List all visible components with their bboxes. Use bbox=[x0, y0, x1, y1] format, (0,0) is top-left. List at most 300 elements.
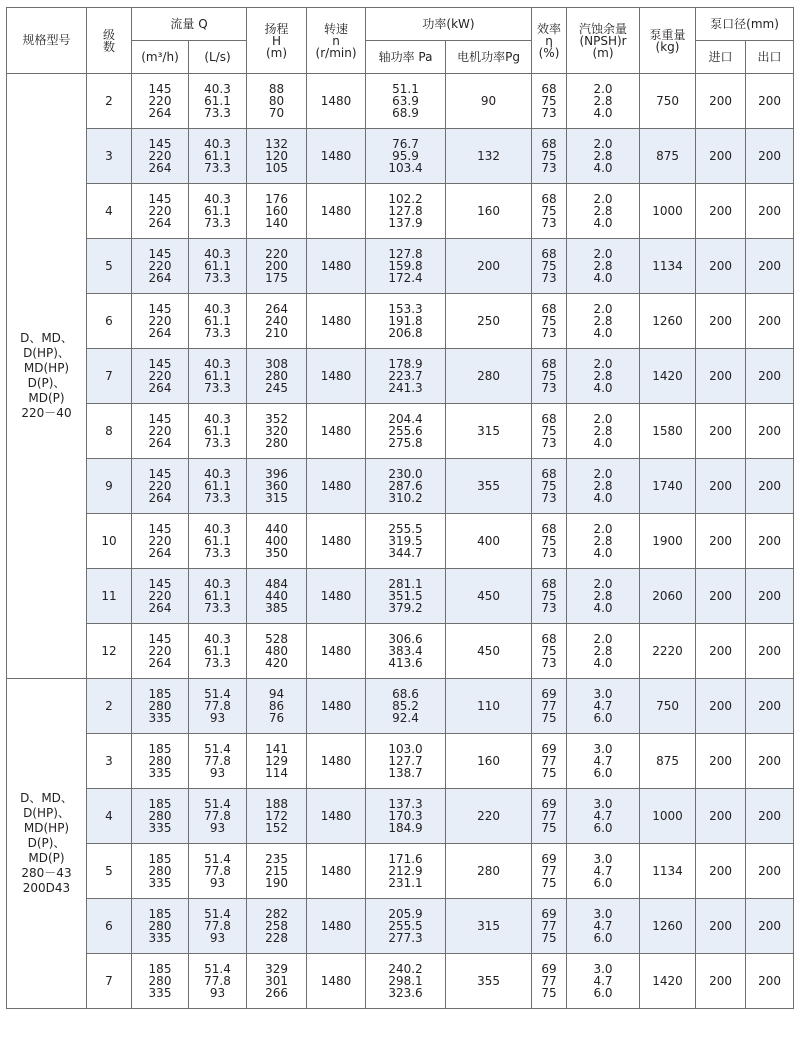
shaft-power-cell-values bbox=[366, 963, 445, 999]
flow-ls-cell-value: 40.3 bbox=[204, 467, 231, 481]
header-stages-char-2: 数 bbox=[102, 39, 115, 54]
flow-ls-cell bbox=[189, 789, 247, 844]
npsh-cell-value: 2.0 bbox=[593, 522, 613, 536]
efficiency-cell-value: 77 bbox=[541, 974, 557, 988]
shaft-power-cell-value: 240.2 bbox=[388, 962, 423, 976]
shaft-power-cell-value: 103.4 bbox=[388, 161, 423, 175]
flow-m3h-cell-value: 280 bbox=[148, 809, 172, 823]
table-row bbox=[7, 404, 794, 459]
efficiency-cell-value: 75 bbox=[541, 644, 557, 658]
motor-power-cell: 110 bbox=[446, 679, 532, 734]
shaft-power-cell-value: 171.6 bbox=[388, 852, 423, 866]
flow-ls-cell-value: 51.4 bbox=[204, 742, 231, 756]
stage-cell: 3 bbox=[87, 129, 132, 184]
flow-m3h-cell bbox=[132, 129, 189, 184]
header-row-1 bbox=[7, 8, 794, 41]
stage-cell: 6 bbox=[87, 294, 132, 349]
header-weight-line: (kg) bbox=[655, 39, 680, 54]
efficiency-cell-values bbox=[532, 798, 566, 834]
shaft-power-cell-value: 205.9 bbox=[388, 907, 423, 921]
npsh-cell-value: 2.8 bbox=[593, 534, 613, 548]
head-cell-value: 352 bbox=[265, 412, 288, 426]
outlet-cell: 200 bbox=[746, 789, 794, 844]
shaft-power-cell bbox=[366, 404, 446, 459]
shaft-power-cell-value: 383.4 bbox=[388, 644, 423, 658]
efficiency-cell-value: 75 bbox=[541, 149, 557, 163]
efficiency-cell-value: 69 bbox=[541, 907, 557, 921]
speed-cell: 1480 bbox=[307, 239, 366, 294]
head-cell-value: 76 bbox=[268, 711, 285, 725]
npsh-cell-value: 4.0 bbox=[593, 161, 613, 175]
efficiency-cell-values bbox=[532, 908, 566, 944]
efficiency-cell bbox=[532, 184, 567, 239]
flow-ls-cell-value: 61.1 bbox=[204, 369, 231, 383]
flow-m3h-cell-value: 145 bbox=[148, 632, 172, 646]
head-cell bbox=[247, 624, 307, 679]
flow-m3h-cell-value: 335 bbox=[148, 931, 172, 945]
flow-m3h-cell-value: 220 bbox=[148, 479, 172, 493]
flow-ls-cell-value: 93 bbox=[209, 931, 226, 945]
table-row bbox=[7, 954, 794, 1009]
flow-ls-cell-value: 40.3 bbox=[204, 522, 231, 536]
header-outlet: 出口 bbox=[746, 41, 794, 74]
header-inlet: 进口 bbox=[696, 41, 746, 74]
flow-ls-cell-value: 61.1 bbox=[204, 204, 231, 218]
npsh-cell-values bbox=[567, 523, 639, 559]
inlet-cell: 200 bbox=[696, 514, 746, 569]
stage-cell: 5 bbox=[87, 239, 132, 294]
efficiency-cell-value: 68 bbox=[541, 412, 557, 426]
model-line: MD(P) bbox=[28, 851, 65, 865]
outlet-cell: 200 bbox=[746, 239, 794, 294]
motor-power-cell: 160 bbox=[446, 734, 532, 789]
header-head-line: 扬程 bbox=[264, 21, 289, 36]
flow-m3h-cell-value: 264 bbox=[148, 656, 172, 670]
npsh-cell bbox=[567, 569, 640, 624]
efficiency-cell-value: 69 bbox=[541, 687, 557, 701]
inlet-cell: 200 bbox=[696, 404, 746, 459]
flow-ls-cell-values bbox=[189, 358, 246, 394]
head-cell-values bbox=[247, 468, 306, 504]
flow-ls-cell-value: 77.8 bbox=[204, 864, 231, 878]
efficiency-cell-value: 68 bbox=[541, 632, 557, 646]
weight-cell: 1134 bbox=[640, 844, 696, 899]
npsh-cell-value: 4.7 bbox=[593, 919, 613, 933]
head-cell-value: 235 bbox=[265, 852, 288, 866]
shaft-power-cell-value: 68.9 bbox=[392, 106, 419, 120]
efficiency-cell bbox=[532, 569, 567, 624]
flow-ls-cell-values bbox=[189, 138, 246, 174]
flow-m3h-cell-value: 145 bbox=[148, 137, 172, 151]
head-cell bbox=[247, 569, 307, 624]
flow-m3h-cell-value: 145 bbox=[148, 302, 172, 316]
head-cell-value: 88 bbox=[268, 82, 285, 96]
flow-ls-cell-value: 61.1 bbox=[204, 314, 231, 328]
efficiency-cell-value: 77 bbox=[541, 754, 557, 768]
flow-ls-cell-values bbox=[189, 83, 246, 119]
flow-ls-cell bbox=[189, 569, 247, 624]
shaft-power-cell bbox=[366, 569, 446, 624]
shaft-power-cell-value: 230.0 bbox=[388, 467, 423, 481]
npsh-cell-value: 2.8 bbox=[593, 589, 613, 603]
shaft-power-cell-values bbox=[366, 138, 445, 174]
weight-cell: 1260 bbox=[640, 294, 696, 349]
head-cell-value: 360 bbox=[265, 479, 288, 493]
head-cell bbox=[247, 734, 307, 789]
head-cell-value: 132 bbox=[265, 137, 288, 151]
flow-m3h-cell-value: 335 bbox=[148, 986, 172, 1000]
header-head-line: H bbox=[272, 33, 282, 48]
npsh-cell-values bbox=[567, 798, 639, 834]
shaft-power-cell-value: 413.6 bbox=[388, 656, 423, 670]
npsh-cell-value: 2.0 bbox=[593, 137, 613, 151]
speed-cell: 1480 bbox=[307, 459, 366, 514]
head-cell-value: 200 bbox=[265, 259, 288, 273]
header-efficiency-line: (%) bbox=[538, 45, 560, 60]
head-cell-value: 396 bbox=[265, 467, 288, 481]
flow-m3h-cell-values bbox=[132, 578, 188, 614]
flow-m3h-cell-values bbox=[132, 523, 188, 559]
efficiency-cell-value: 73 bbox=[541, 106, 557, 120]
head-cell-values bbox=[247, 853, 306, 889]
efficiency-cell bbox=[532, 404, 567, 459]
efficiency-cell-value: 69 bbox=[541, 742, 557, 756]
flow-m3h-cell-value: 220 bbox=[148, 259, 172, 273]
flow-m3h-cell-values bbox=[132, 908, 188, 944]
npsh-cell-value: 2.0 bbox=[593, 412, 613, 426]
flow-ls-cell-value: 61.1 bbox=[204, 589, 231, 603]
efficiency-cell-value: 77 bbox=[541, 864, 557, 878]
efficiency-cell-value: 75 bbox=[541, 986, 557, 1000]
npsh-cell-value: 4.0 bbox=[593, 491, 613, 505]
motor-power-cell: 160 bbox=[446, 184, 532, 239]
outlet-cell: 200 bbox=[746, 129, 794, 184]
header-flow-unit-ls: (L/s) bbox=[189, 41, 247, 74]
npsh-cell-values bbox=[567, 963, 639, 999]
head-cell-value: 264 bbox=[265, 302, 288, 316]
shaft-power-cell-value: 241.3 bbox=[388, 381, 423, 395]
stage-cell: 7 bbox=[87, 954, 132, 1009]
head-cell-value: 528 bbox=[265, 632, 288, 646]
head-cell-value: 420 bbox=[265, 656, 288, 670]
efficiency-cell-value: 69 bbox=[541, 962, 557, 976]
head-cell-value: 329 bbox=[265, 962, 288, 976]
npsh-cell-value: 3.0 bbox=[593, 742, 613, 756]
shaft-power-cell-value: 344.7 bbox=[388, 546, 423, 560]
shaft-power-cell-value: 92.4 bbox=[392, 711, 419, 725]
weight-cell: 1900 bbox=[640, 514, 696, 569]
npsh-cell bbox=[567, 294, 640, 349]
shaft-power-cell-values bbox=[366, 908, 445, 944]
head-cell-values bbox=[247, 303, 306, 339]
flow-m3h-cell bbox=[132, 349, 189, 404]
efficiency-cell-value: 73 bbox=[541, 601, 557, 615]
weight-cell: 2060 bbox=[640, 569, 696, 624]
motor-power-cell: 90 bbox=[446, 74, 532, 129]
flow-m3h-cell-value: 145 bbox=[148, 247, 172, 261]
shaft-power-cell-value: 95.9 bbox=[392, 149, 419, 163]
head-cell-value: 350 bbox=[265, 546, 288, 560]
flow-ls-cell-value: 93 bbox=[209, 821, 226, 835]
efficiency-cell-value: 75 bbox=[541, 766, 557, 780]
inlet-cell: 200 bbox=[696, 789, 746, 844]
efficiency-cell-value: 68 bbox=[541, 577, 557, 591]
flow-m3h-cell-values bbox=[132, 743, 188, 779]
inlet-cell: 200 bbox=[696, 239, 746, 294]
flow-m3h-cell-value: 145 bbox=[148, 357, 172, 371]
efficiency-cell-value: 68 bbox=[541, 467, 557, 481]
efficiency-cell-values bbox=[532, 248, 566, 284]
flow-ls-cell bbox=[189, 129, 247, 184]
stage-cell: 11 bbox=[87, 569, 132, 624]
flow-ls-cell-values bbox=[189, 523, 246, 559]
header-head-text bbox=[247, 23, 306, 59]
flow-m3h-cell bbox=[132, 74, 189, 129]
flow-ls-cell-values bbox=[189, 578, 246, 614]
flow-m3h-cell-value: 280 bbox=[148, 699, 172, 713]
npsh-cell bbox=[567, 679, 640, 734]
flow-ls-cell-value: 73.3 bbox=[204, 271, 231, 285]
shaft-power-cell-values bbox=[366, 83, 445, 119]
npsh-cell-value: 6.0 bbox=[593, 766, 613, 780]
flow-m3h-cell bbox=[132, 294, 189, 349]
efficiency-cell-value: 73 bbox=[541, 491, 557, 505]
npsh-cell-value: 4.7 bbox=[593, 699, 613, 713]
npsh-cell-value: 3.0 bbox=[593, 797, 613, 811]
shaft-power-cell bbox=[366, 789, 446, 844]
npsh-cell-values bbox=[567, 358, 639, 394]
npsh-cell-value: 6.0 bbox=[593, 711, 613, 725]
shaft-power-cell-value: 51.1 bbox=[392, 82, 419, 96]
flow-m3h-cell-values bbox=[132, 358, 188, 394]
header-speed-line: n bbox=[332, 33, 340, 48]
flow-m3h-cell-value: 220 bbox=[148, 534, 172, 548]
npsh-cell bbox=[567, 844, 640, 899]
shaft-power-cell-value: 275.8 bbox=[388, 436, 423, 450]
npsh-cell-value: 4.0 bbox=[593, 436, 613, 450]
head-cell-value: 220 bbox=[265, 247, 288, 261]
head-cell-value: 385 bbox=[265, 601, 288, 615]
npsh-cell-value: 2.8 bbox=[593, 369, 613, 383]
head-cell-value: 172 bbox=[265, 809, 288, 823]
npsh-cell bbox=[567, 74, 640, 129]
flow-m3h-cell bbox=[132, 679, 189, 734]
model-line: D(HP)、 bbox=[23, 806, 70, 820]
npsh-cell-value: 3.0 bbox=[593, 907, 613, 921]
flow-m3h-cell-value: 280 bbox=[148, 864, 172, 878]
head-cell-values bbox=[247, 193, 306, 229]
flow-ls-cell-value: 61.1 bbox=[204, 149, 231, 163]
stage-cell: 7 bbox=[87, 349, 132, 404]
flow-m3h-cell-value: 145 bbox=[148, 412, 172, 426]
table-row bbox=[7, 514, 794, 569]
flow-ls-cell-values bbox=[189, 248, 246, 284]
inlet-cell: 200 bbox=[696, 899, 746, 954]
header-weight bbox=[640, 8, 696, 74]
efficiency-cell bbox=[532, 844, 567, 899]
flow-ls-cell-value: 61.1 bbox=[204, 479, 231, 493]
flow-m3h-cell-value: 280 bbox=[148, 754, 172, 768]
shaft-power-cell-value: 76.7 bbox=[392, 137, 419, 151]
shaft-power-cell-values bbox=[366, 303, 445, 339]
head-cell-value: 80 bbox=[268, 94, 285, 108]
efficiency-cell-value: 73 bbox=[541, 216, 557, 230]
npsh-cell-value: 2.0 bbox=[593, 467, 613, 481]
npsh-cell bbox=[567, 129, 640, 184]
head-cell-value: 129 bbox=[265, 754, 288, 768]
flow-m3h-cell-value: 264 bbox=[148, 546, 172, 560]
table-row bbox=[7, 294, 794, 349]
flow-ls-cell-values bbox=[189, 633, 246, 669]
flow-m3h-cell bbox=[132, 624, 189, 679]
efficiency-cell-value: 73 bbox=[541, 546, 557, 560]
outlet-cell: 200 bbox=[746, 679, 794, 734]
shaft-power-cell-values bbox=[366, 578, 445, 614]
head-cell-values bbox=[247, 798, 306, 834]
flow-ls-cell bbox=[189, 184, 247, 239]
model-line: 280－43 bbox=[21, 866, 72, 880]
head-cell-values bbox=[247, 743, 306, 779]
stage-cell: 12 bbox=[87, 624, 132, 679]
inlet-cell: 200 bbox=[696, 74, 746, 129]
npsh-cell-values bbox=[567, 138, 639, 174]
table-row bbox=[7, 789, 794, 844]
flow-ls-cell-values bbox=[189, 193, 246, 229]
head-cell bbox=[247, 844, 307, 899]
motor-power-cell: 280 bbox=[446, 844, 532, 899]
flow-ls-cell-values bbox=[189, 798, 246, 834]
flow-m3h-cell-value: 264 bbox=[148, 216, 172, 230]
flow-m3h-cell-values bbox=[132, 193, 188, 229]
motor-power-cell: 315 bbox=[446, 404, 532, 459]
flow-m3h-cell-value: 185 bbox=[148, 962, 172, 976]
shaft-power-cell-value: 204.4 bbox=[388, 412, 423, 426]
head-cell-value: 228 bbox=[265, 931, 288, 945]
npsh-cell-value: 2.8 bbox=[593, 259, 613, 273]
head-cell-value: 280 bbox=[265, 369, 288, 383]
flow-m3h-cell-values bbox=[132, 853, 188, 889]
flow-ls-cell-value: 40.3 bbox=[204, 577, 231, 591]
efficiency-cell-values bbox=[532, 193, 566, 229]
shaft-power-cell-value: 127.8 bbox=[388, 247, 423, 261]
stage-cell: 2 bbox=[87, 74, 132, 129]
motor-power-cell: 400 bbox=[446, 514, 532, 569]
head-cell bbox=[247, 679, 307, 734]
flow-ls-cell-value: 61.1 bbox=[204, 94, 231, 108]
flow-ls-cell bbox=[189, 239, 247, 294]
flow-ls-cell bbox=[189, 734, 247, 789]
flow-ls-cell bbox=[189, 294, 247, 349]
shaft-power-cell-value: 231.1 bbox=[388, 876, 423, 890]
head-cell-value: 280 bbox=[265, 436, 288, 450]
shaft-power-cell-value: 281.1 bbox=[388, 577, 423, 591]
weight-cell: 875 bbox=[640, 129, 696, 184]
flow-ls-cell-value: 51.4 bbox=[204, 852, 231, 866]
efficiency-cell-values bbox=[532, 633, 566, 669]
npsh-cell-value: 4.0 bbox=[593, 546, 613, 560]
efficiency-cell-value: 75 bbox=[541, 259, 557, 273]
flow-m3h-cell bbox=[132, 899, 189, 954]
shaft-power-cell-value: 306.6 bbox=[388, 632, 423, 646]
npsh-cell-value: 2.0 bbox=[593, 82, 613, 96]
head-cell-values bbox=[247, 523, 306, 559]
efficiency-cell-value: 75 bbox=[541, 369, 557, 383]
npsh-cell-values bbox=[567, 83, 639, 119]
shaft-power-cell-value: 277.3 bbox=[388, 931, 423, 945]
shaft-power-cell-values bbox=[366, 413, 445, 449]
stage-cell: 10 bbox=[87, 514, 132, 569]
header-npsh-text bbox=[567, 23, 639, 59]
npsh-cell-value: 4.7 bbox=[593, 809, 613, 823]
speed-cell: 1480 bbox=[307, 569, 366, 624]
flow-ls-cell-values bbox=[189, 468, 246, 504]
speed-cell: 1480 bbox=[307, 294, 366, 349]
shaft-power-cell-value: 310.2 bbox=[388, 491, 423, 505]
head-cell-value: 86 bbox=[268, 699, 285, 713]
flow-m3h-cell-value: 335 bbox=[148, 821, 172, 835]
flow-m3h-cell-value: 220 bbox=[148, 149, 172, 163]
npsh-cell-value: 2.8 bbox=[593, 644, 613, 658]
npsh-cell-value: 4.7 bbox=[593, 974, 613, 988]
efficiency-cell-value: 73 bbox=[541, 381, 557, 395]
shaft-power-cell-value: 137.3 bbox=[388, 797, 423, 811]
speed-cell: 1480 bbox=[307, 899, 366, 954]
speed-cell: 1480 bbox=[307, 734, 366, 789]
efficiency-cell-value: 69 bbox=[541, 852, 557, 866]
shaft-power-cell-value: 68.6 bbox=[392, 687, 419, 701]
npsh-cell-values bbox=[567, 193, 639, 229]
head-cell bbox=[247, 349, 307, 404]
flow-ls-cell-value: 40.3 bbox=[204, 137, 231, 151]
inlet-cell: 200 bbox=[696, 184, 746, 239]
efficiency-cell-value: 75 bbox=[541, 94, 557, 108]
flow-m3h-cell-values bbox=[132, 688, 188, 724]
pump-spec-table bbox=[6, 7, 794, 1009]
shaft-power-cell-value: 351.5 bbox=[388, 589, 423, 603]
stage-cell: 4 bbox=[87, 789, 132, 844]
shaft-power-cell bbox=[366, 624, 446, 679]
inlet-cell: 200 bbox=[696, 294, 746, 349]
flow-m3h-cell bbox=[132, 954, 189, 1009]
flow-ls-cell-value: 73.3 bbox=[204, 216, 231, 230]
shaft-power-cell-values bbox=[366, 743, 445, 779]
npsh-cell-values bbox=[567, 688, 639, 724]
header-efficiency bbox=[532, 8, 567, 74]
efficiency-cell-values bbox=[532, 853, 566, 889]
head-cell-values bbox=[247, 578, 306, 614]
flow-ls-cell bbox=[189, 404, 247, 459]
shaft-power-cell-value: 255.5 bbox=[388, 919, 423, 933]
head-cell bbox=[247, 899, 307, 954]
efficiency-cell-values bbox=[532, 358, 566, 394]
flow-m3h-cell-values bbox=[132, 798, 188, 834]
flow-m3h-cell-value: 335 bbox=[148, 766, 172, 780]
npsh-cell-value: 4.0 bbox=[593, 106, 613, 120]
flow-ls-cell-values bbox=[189, 413, 246, 449]
npsh-cell-value: 2.0 bbox=[593, 192, 613, 206]
efficiency-cell bbox=[532, 624, 567, 679]
efficiency-cell-value: 75 bbox=[541, 589, 557, 603]
flow-m3h-cell-value: 185 bbox=[148, 797, 172, 811]
npsh-cell-value: 2.0 bbox=[593, 247, 613, 261]
npsh-cell-value: 3.0 bbox=[593, 687, 613, 701]
flow-m3h-cell-value: 264 bbox=[148, 106, 172, 120]
table-row bbox=[7, 349, 794, 404]
flow-m3h-cell-value: 185 bbox=[148, 687, 172, 701]
efficiency-cell-value: 68 bbox=[541, 522, 557, 536]
flow-m3h-cell bbox=[132, 184, 189, 239]
flow-ls-cell-values bbox=[189, 908, 246, 944]
